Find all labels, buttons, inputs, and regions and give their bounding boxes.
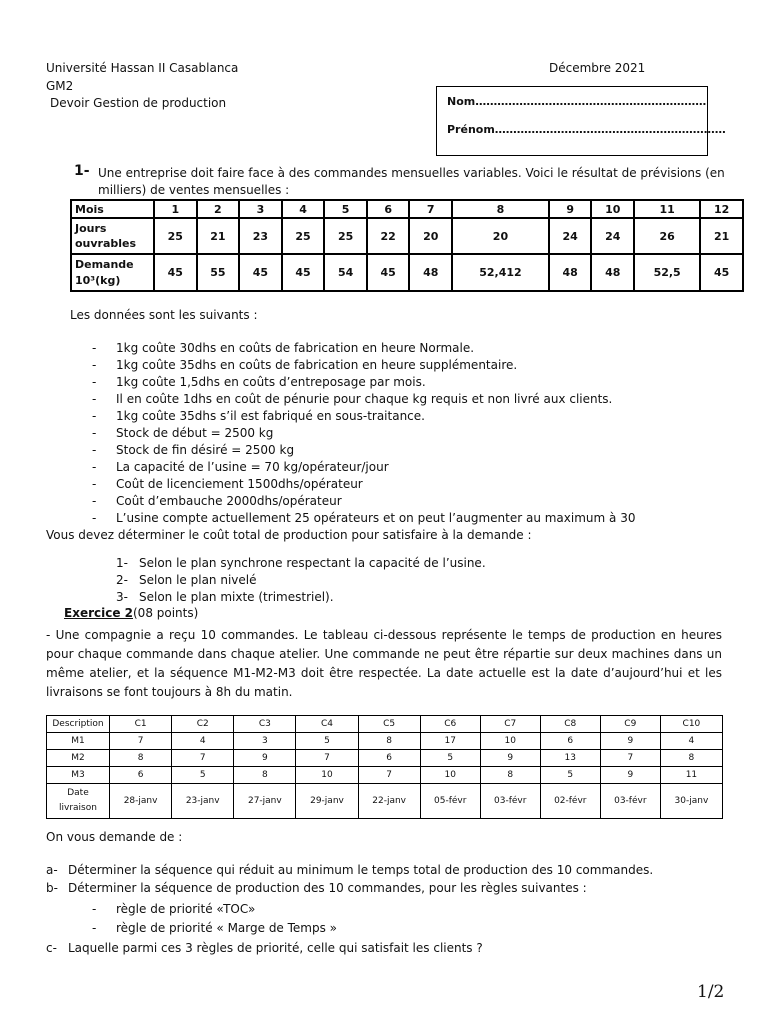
list-item: Selon le plan nivelé bbox=[139, 573, 257, 587]
cost-question: Vous devez déterminer le coût total de production pour satisfaire à la demande : bbox=[46, 528, 532, 542]
table-header-cell: C3 bbox=[234, 716, 296, 733]
table-cell: 4 bbox=[282, 200, 325, 218]
table-cell: 22-janv bbox=[358, 784, 420, 819]
table-row-m1 bbox=[47, 733, 723, 750]
row-label: Mois bbox=[71, 200, 154, 218]
table-cell: 03-févr bbox=[480, 784, 540, 819]
table-cell: 10 bbox=[591, 200, 634, 218]
table-cell: 9 bbox=[480, 750, 540, 767]
bullet-dash: - bbox=[92, 409, 97, 423]
table-cell: 9 bbox=[600, 767, 660, 784]
row-label: Demande 10³(kg) bbox=[71, 254, 154, 291]
table-cell: 21 bbox=[700, 218, 743, 254]
table-cell: 9 bbox=[549, 200, 592, 218]
list-item: Stock de fin désiré = 2500 kg bbox=[116, 443, 295, 457]
list-item: 1kg coûte 35dhs en coûts de fabrication en heure supplémentaire. bbox=[116, 358, 518, 372]
table-cell: 6 bbox=[110, 767, 172, 784]
table-cell: 02-févr bbox=[540, 784, 600, 819]
table-cell: 12 bbox=[700, 200, 743, 218]
table-cell: 7 bbox=[110, 733, 172, 750]
page-number: 1/2 bbox=[697, 982, 725, 1002]
bullet-dash: - bbox=[92, 477, 97, 491]
bullet-dash: - bbox=[92, 494, 97, 508]
bullet-dash: - bbox=[92, 460, 97, 474]
table-cell: 24 bbox=[549, 218, 592, 254]
row-label: M2 bbox=[47, 750, 110, 767]
list-item: règle de priorité «TOC» bbox=[116, 902, 256, 916]
donnees-intro: Les données sont les suivants : bbox=[70, 308, 258, 322]
list-item: 1kg coûte 30dhs en coûts de fabrication en heure Normale. bbox=[116, 341, 475, 355]
table-cell: 45 bbox=[700, 254, 743, 291]
question-c-label: c- bbox=[46, 941, 57, 955]
table-cell: 25 bbox=[282, 218, 325, 254]
table-cell: 5 bbox=[172, 767, 234, 784]
table-cell: 48 bbox=[549, 254, 592, 291]
table-cell: 5 bbox=[296, 733, 358, 750]
table-header-cell: C4 bbox=[296, 716, 358, 733]
table-header-cell: C8 bbox=[540, 716, 600, 733]
table-cell: 13 bbox=[540, 750, 600, 767]
document-date: Décembre 2021 bbox=[549, 61, 646, 75]
date-label-line1: Date bbox=[67, 788, 89, 798]
bullet-dash: - bbox=[92, 392, 97, 406]
exercise-2-points: (08 points) bbox=[133, 606, 199, 620]
table-cell: 1 bbox=[154, 200, 197, 218]
table-cell: 3 bbox=[234, 733, 296, 750]
table-cell: 45 bbox=[154, 254, 197, 291]
table-cell: 25 bbox=[154, 218, 197, 254]
table-cell: 52,412 bbox=[452, 254, 549, 291]
table-cell: 25 bbox=[324, 218, 367, 254]
list-item: Il en coûte 1dhs en coût de pénurie pour chaque kg requis et non livré aux clients. bbox=[116, 392, 613, 406]
row-label bbox=[47, 784, 110, 819]
table-row-m3 bbox=[47, 767, 723, 784]
table-cell: 7 bbox=[358, 767, 420, 784]
table-cell: 8 bbox=[480, 767, 540, 784]
table-cell: 45 bbox=[239, 254, 282, 291]
table-cell: 5 bbox=[540, 767, 600, 784]
table-cell: 30-janv bbox=[660, 784, 722, 819]
table-row-demande bbox=[71, 254, 743, 291]
list-item: Selon le plan mixte (trimestriel). bbox=[139, 590, 334, 604]
forecast-table bbox=[70, 199, 744, 292]
table-cell: 48 bbox=[409, 254, 452, 291]
exercise-2-title: Exercice 2 bbox=[64, 606, 133, 620]
table-cell: 20 bbox=[409, 218, 452, 254]
document-title: Devoir Gestion de production bbox=[50, 96, 227, 110]
table-cell: 27-janv bbox=[234, 784, 296, 819]
table-header-cell: Description bbox=[47, 716, 110, 733]
list-item: Coût de licenciement 1500dhs/opérateur bbox=[116, 477, 363, 491]
table-header-cell: C5 bbox=[358, 716, 420, 733]
table-cell: 23-janv bbox=[172, 784, 234, 819]
table-cell: 28-janv bbox=[110, 784, 172, 819]
table-cell: 9 bbox=[234, 750, 296, 767]
table-cell: 21 bbox=[197, 218, 240, 254]
demande-intro: On vous demande de : bbox=[46, 830, 183, 844]
table-cell: 8 bbox=[358, 733, 420, 750]
table-cell: 6 bbox=[540, 733, 600, 750]
list-item: Stock de début = 2500 kg bbox=[116, 426, 274, 440]
program-label: GM2 bbox=[46, 79, 74, 93]
table-cell: 45 bbox=[282, 254, 325, 291]
table-header-cell: C1 bbox=[110, 716, 172, 733]
bullet-dash: - bbox=[92, 341, 97, 355]
table-row-jours bbox=[71, 218, 743, 254]
list-item: 1kg coûte 1,5dhs en coûts d’entreposage par mois. bbox=[116, 375, 426, 389]
name-box bbox=[436, 86, 726, 156]
list-item: La capacité de l’usine = 70 kg/opérateur/jour bbox=[116, 460, 389, 474]
table-cell: 20 bbox=[452, 218, 549, 254]
table-cell: 4 bbox=[660, 733, 722, 750]
bullet-dash: - bbox=[92, 902, 97, 916]
table-cell: 9 bbox=[600, 733, 660, 750]
list-item: Coût d’embauche 2000dhs/opérateur bbox=[116, 494, 342, 508]
table-cell: 3 bbox=[239, 200, 282, 218]
plan-number: 2- bbox=[116, 573, 128, 587]
bullet-dash: - bbox=[92, 358, 97, 372]
table-cell: 23 bbox=[239, 218, 282, 254]
list-item: 1kg coûte 35dhs s’il est fabriqué en sous-traitance. bbox=[116, 409, 425, 423]
table-cell: 54 bbox=[324, 254, 367, 291]
table-header-cell: C7 bbox=[480, 716, 540, 733]
table-cell: 4 bbox=[172, 733, 234, 750]
date-label-line2: livraison bbox=[59, 803, 97, 813]
table-cell: 11 bbox=[634, 200, 700, 218]
question-1-intro-line1: Une entreprise doit faire face à des commandes mensuelles variables. Voici le résultat de prévisions (en bbox=[98, 166, 725, 180]
table-cell: 8 bbox=[234, 767, 296, 784]
table-cell: 10 bbox=[420, 767, 480, 784]
exercise-2-heading bbox=[64, 606, 198, 620]
table-cell: 7 bbox=[600, 750, 660, 767]
table-cell: 7 bbox=[172, 750, 234, 767]
table-cell: 8 bbox=[452, 200, 549, 218]
table-row-header bbox=[47, 716, 723, 733]
question-1-number: 1- bbox=[74, 163, 90, 179]
question-a-label: a- bbox=[46, 863, 58, 877]
table-cell: 22 bbox=[367, 218, 410, 254]
table-cell: 11 bbox=[660, 767, 722, 784]
table-cell: 29-janv bbox=[296, 784, 358, 819]
bullet-dash: - bbox=[92, 511, 97, 525]
table-cell: 5 bbox=[324, 200, 367, 218]
bullet-dash: - bbox=[92, 375, 97, 389]
table-cell: 10 bbox=[480, 733, 540, 750]
question-b-text: Déterminer la séquence de production des 10 commandes, pour les règles suivantes : bbox=[68, 881, 587, 895]
table-header-cell: C10 bbox=[660, 716, 722, 733]
list-item: Selon le plan synchrone respectant la capacité de l’usine. bbox=[139, 556, 486, 570]
table-cell: 2 bbox=[197, 200, 240, 218]
list-item: règle de priorité « Marge de Temps » bbox=[116, 921, 338, 935]
question-c-text: Laquelle parmi ces 3 règles de priorité, celle qui satisfait les clients ? bbox=[68, 941, 483, 955]
orders-table bbox=[46, 715, 723, 819]
table-cell: 7 bbox=[296, 750, 358, 767]
table-header-cell: C9 bbox=[600, 716, 660, 733]
table-cell: 24 bbox=[591, 218, 634, 254]
question-a-text: Déterminer la séquence qui réduit au minimum le temps total de production des 10 commandes. bbox=[68, 863, 654, 877]
table-header-cell: C6 bbox=[420, 716, 480, 733]
table-cell: 17 bbox=[420, 733, 480, 750]
bullet-dash: - bbox=[92, 443, 97, 457]
table-cell: 03-févr bbox=[600, 784, 660, 819]
table-cell: 55 bbox=[197, 254, 240, 291]
table-cell: 45 bbox=[367, 254, 410, 291]
table-cell: 10 bbox=[296, 767, 358, 784]
plan-number: 1- bbox=[116, 556, 128, 570]
bullet-dash: - bbox=[92, 921, 97, 935]
table-row-m2 bbox=[47, 750, 723, 767]
table-cell: 6 bbox=[367, 200, 410, 218]
table-cell: 8 bbox=[660, 750, 722, 767]
table-cell: 48 bbox=[591, 254, 634, 291]
table-cell: 52,5 bbox=[634, 254, 700, 291]
university-name: Université Hassan II Casablanca bbox=[46, 61, 239, 75]
row-label: Jours ouvrables bbox=[71, 218, 154, 254]
table-cell: 26 bbox=[634, 218, 700, 254]
table-row-mois bbox=[71, 200, 743, 218]
nom-field[interactable]: Nom……………………………………………………… bbox=[447, 95, 707, 108]
table-cell: 8 bbox=[110, 750, 172, 767]
table-row-dates bbox=[47, 784, 723, 819]
table-cell: 05-févr bbox=[420, 784, 480, 819]
table-cell: 5 bbox=[420, 750, 480, 767]
row-label: M3 bbox=[47, 767, 110, 784]
table-header-cell: C2 bbox=[172, 716, 234, 733]
prenom-field[interactable]: Prénom……………………………………………………… bbox=[447, 123, 726, 136]
bullet-dash: - bbox=[92, 426, 97, 440]
table-cell: 7 bbox=[409, 200, 452, 218]
question-b-label: b- bbox=[46, 881, 58, 895]
exercise-2-paragraph: - Une compagnie a reçu 10 commandes. Le tableau ci-dessous représente le temps de production en heures pour chaque commande dans chaque atelier. Une commande ne peut être répartie sur deux machines dans un même atelier, et la séquence M1-M2-M3 doit être respectée. La date actuelle est la date d’aujourd’hui et les livraisons se font toujours à 8h du matin. bbox=[46, 628, 722, 699]
question-1-intro-line2: milliers) de ventes mensuelles : bbox=[98, 183, 290, 197]
table-cell: 6 bbox=[358, 750, 420, 767]
list-item: L’usine compte actuellement 25 opérateurs et on peut l’augmenter au maximum à 30 bbox=[116, 511, 636, 525]
plan-number: 3- bbox=[116, 590, 128, 604]
row-label: M1 bbox=[47, 733, 110, 750]
